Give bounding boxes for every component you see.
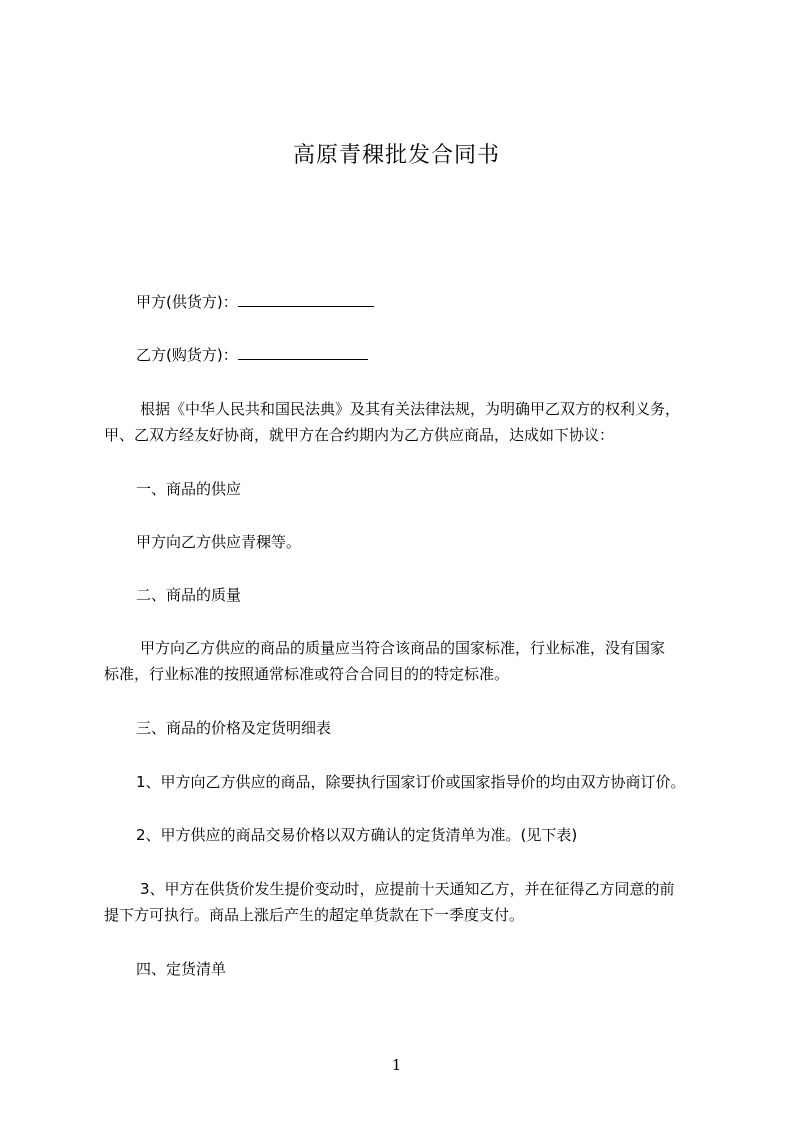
section3-item-3-line-1: 3、甲方在供货价发生提价变动时，应提前十天通知乙方，并在征得乙方同意的前: [140, 880, 675, 898]
section2-line-2: 标准，行业标准的按照通常标准或符合合同目的的特定标准。: [104, 665, 510, 683]
section1-body: 甲方向乙方供应青稞等。: [136, 533, 302, 551]
party-b-blank: [238, 345, 368, 360]
party-a-blank: [238, 292, 374, 307]
section3-item-1: 1、甲方向乙方供应的商品，除要执行国家订价或国家指导价的均由双方协商订价。: [136, 773, 686, 791]
section3-item-2: 2、甲方供应的商品交易价格以双方确认的定货清单为准。(见下表): [136, 826, 578, 844]
party-a-line: [136, 292, 374, 312]
section2-heading: 二、商品的质量: [136, 586, 242, 604]
section4-heading: 四、定货清单: [136, 960, 227, 978]
party-b-line: [136, 345, 368, 365]
intro-line-2: 甲、乙双方经友好协商，就甲方在合约期内为乙方供应商品，达成如下协议：: [104, 426, 615, 444]
party-a-label: 甲方(供货方)：: [136, 293, 238, 311]
section1-heading: 一、商品的供应: [136, 480, 242, 498]
page-number: 1: [391, 1056, 402, 1074]
party-b-label: 乙方(购货方)：: [136, 346, 238, 364]
intro-line-1: 根据《中华人民共和国民法典》及其有关法律法规，为明确甲乙双方的权利义务，: [140, 400, 681, 418]
section2-line-1: 甲方向乙方供应的商品的质量应当符合该商品的国家标准，行业标准，没有国家: [140, 639, 666, 657]
section3-heading: 三、商品的价格及定货明细表: [136, 719, 332, 737]
section3-item-3-line-2: 提下方可执行。商品上涨后产生的超定单货款在下一季度支付。: [104, 906, 525, 924]
document-title: 高原青稞批发合同书: [292, 143, 500, 168]
